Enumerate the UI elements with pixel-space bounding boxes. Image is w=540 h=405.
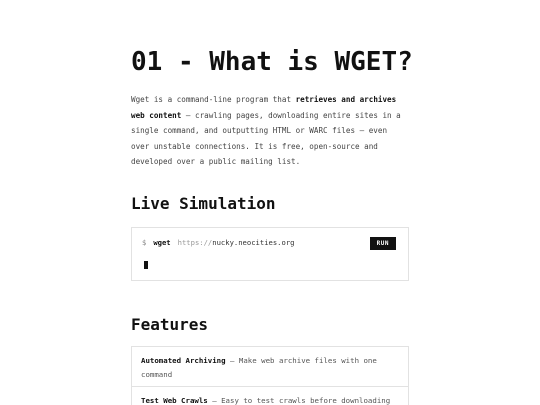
feature-name: Test Web Crawls: [141, 396, 208, 405]
terminal-panel: [131, 227, 409, 281]
feature-item-test-web-crawls: [132, 387, 408, 405]
url-scheme: https://: [177, 238, 213, 247]
features-heading: Features: [131, 315, 209, 334]
intro-highlight: retrieves and archives web content: [131, 95, 397, 120]
feature-name: Automated Archiving: [141, 356, 226, 365]
feature-description: — Make web archive files with one command: [141, 356, 377, 379]
feature-list: [131, 346, 409, 405]
intro-text-start: Wget is a command-line program that: [131, 95, 296, 104]
intro-paragraph: [131, 92, 409, 170]
prompt-symbol: $: [142, 238, 147, 247]
simulation-heading: Live Simulation: [131, 194, 276, 213]
url-host: nucky.neocities.org: [212, 238, 295, 247]
feature-item-automated-archiving: [132, 347, 408, 387]
terminal-command-line: [142, 238, 294, 247]
page-title: 01 - What is WGET?: [131, 47, 413, 77]
command-name: wget: [153, 238, 171, 247]
terminal-cursor: [144, 261, 148, 269]
feature-description: — Easy to test crawls before downloading: [207, 396, 391, 405]
intro-text-end: — crawling pages, downloading entire sites in a single command, and outputting HTML or WARC files — even over unstable connections. It is free, open-source and developed over a public mailing list.: [131, 110, 401, 166]
run-button[interactable]: RUN: [370, 237, 396, 250]
